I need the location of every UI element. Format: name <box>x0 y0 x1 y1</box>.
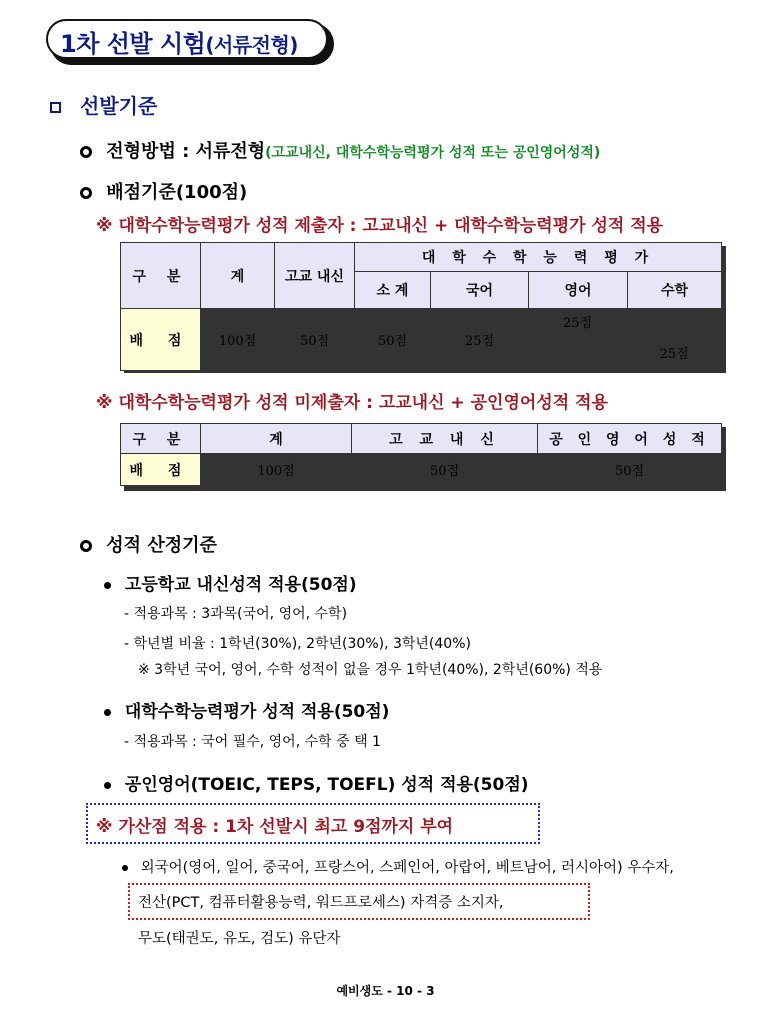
t1-cell-school: 50점 <box>275 309 355 371</box>
bonus-title: ※ 가산점 적용 : 1차 선발시 최고 9점까지 부여 <box>96 817 454 837</box>
note-csat-nonsubmitters: ※ 대학수학능력평가 성적 미제출자 : 고교내신 + 공인영어성적 적용 <box>96 393 608 413</box>
square-bullet-icon <box>50 102 61 113</box>
t1-row-label: 배 점 <box>121 309 201 371</box>
t2-cell-english: 50점 <box>538 454 722 486</box>
section-heading: 선발기준 <box>50 90 157 119</box>
circle-bullet-icon <box>80 187 92 199</box>
bullet-dot-icon <box>104 582 111 589</box>
csat-title: 대학수학능력평가 성적 적용(50점) <box>104 697 389 722</box>
t1-cell-english-math <box>529 309 722 371</box>
t1-header-subtotal: 소 계 <box>355 272 431 309</box>
t2-header-english: 공 인 영 어 성 적 <box>538 424 722 454</box>
page-title-sub: (서류전형) <box>205 33 298 57</box>
page-title-main: 1차 선발 시험 <box>60 30 206 58</box>
bullet-dot-icon <box>104 782 111 789</box>
t2-cell-school: 50점 <box>352 454 538 486</box>
t1-header-total: 계 <box>201 243 275 309</box>
scoring-heading: 성적 산정기준 <box>80 531 217 557</box>
circle-bullet-icon <box>80 146 92 158</box>
points-line: 배점기준(100점) <box>80 178 247 204</box>
t1-header-english: 영어 <box>529 272 628 309</box>
t1-cell-english: 25점 <box>562 316 593 331</box>
t2-cell-total: 100점 <box>201 454 352 486</box>
method-line: 전형방법 : 서류전형(고교내신, 대학수학능력평가 성적 또는 공인영어성적) <box>80 137 600 163</box>
t2-header-school: 고 교 내 신 <box>352 424 538 454</box>
table-score-english <box>120 423 722 486</box>
bonus-line-language: 외국어(영어, 일어, 중국어, 프랑스어, 스페인어, 아랍어, 베트남어, 러시아어) 우수자, <box>122 856 674 877</box>
bullet-dot-icon <box>122 865 128 871</box>
csat-subjects: - 적용과목 : 국어 필수, 영어, 수학 중 택 1 <box>124 734 381 750</box>
t1-cell-korean: 25점 <box>431 309 529 371</box>
t1-header-korean: 국어 <box>431 272 529 309</box>
t1-cell-subtotal: 50점 <box>355 309 431 371</box>
t2-header-total: 계 <box>201 424 352 454</box>
bullet-dot-icon <box>104 709 111 716</box>
table-score-csat <box>120 242 722 371</box>
school-grade-note: ※ 3학년 국어, 영어, 수학 성적이 없을 경우 1학년(40%), 2학년(60%) 적용 <box>138 662 603 678</box>
circle-bullet-icon <box>80 540 92 552</box>
english-title: 공인영어(TOEIC, TEPS, TOEFL) 성적 적용(50점) <box>104 770 529 795</box>
bonus-line-computing: 전산(PCT, 컴퓨터활용능력, 워드프로세스) 자격증 소지자, <box>138 895 504 911</box>
school-grade-title: 고등학교 내신성적 적용(50점) <box>104 570 357 595</box>
bonus-line-martial-arts: 무도(태권도, 유도, 검도) 유단자 <box>138 931 341 947</box>
t2-row-label: 배 점 <box>121 454 201 486</box>
t1-header-school: 고교 내신 <box>275 243 355 309</box>
school-grade-subjects: - 적용과목 : 3과목(국어, 영어, 수학) <box>124 606 348 622</box>
method-detail: (고교내신, 대학수학능력평가 성적 또는 공인영어성적) <box>265 145 601 161</box>
t1-cell-math: 25점 <box>626 340 721 370</box>
t1-header-category: 구 분 <box>121 243 201 309</box>
t1-header-csat: 대 학 수 학 능 력 평 가 <box>355 243 722 272</box>
t1-cell-total: 100점 <box>201 309 275 371</box>
page-footer: 예비생도 - 10 - 3 <box>336 984 435 998</box>
school-grade-ratio: - 학년별 비율 : 1학년(30%), 2학년(30%), 3학년(40%) <box>124 636 471 652</box>
t1-header-math: 수학 <box>628 272 722 309</box>
page-title <box>60 24 298 59</box>
note-csat-submitters: ※ 대학수학능력평가 성적 제출자 : 고교내신 + 대학수학능력평가 성적 적용 <box>96 216 664 236</box>
t2-header-category: 구 분 <box>121 424 201 454</box>
